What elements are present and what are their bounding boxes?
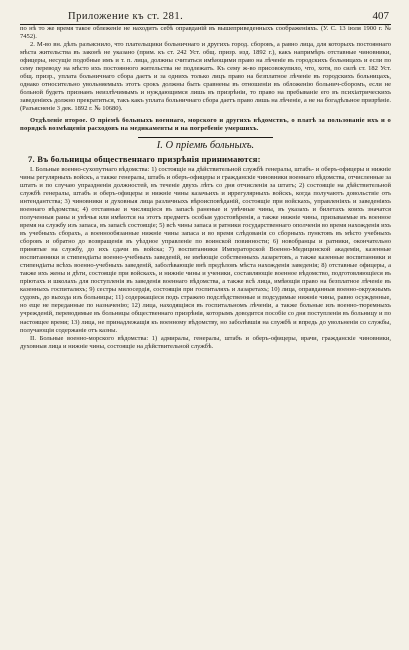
article-heading: 7. Въ больницы общественнаго призрѣнія принимаются: (28, 153, 261, 164)
article-text (20, 166, 391, 351)
chapter-title: I. О пріемѣ больныхъ. (156, 139, 255, 151)
continuation-paragraph: по нѣ то же время такое облеженіе не находитъ себѣ оправданій въ вышеприведенныхъ соображеніяхъ. (У. С. 13 іюля 1900 г. № 7452). (20, 25, 391, 41)
page-number: 407 (372, 10, 389, 22)
section-note: Отдѣленіе второе. О пріемѣ больныхъ военнаго, морского и другихъ вѣдомствъ, о платѣ за пользованіе ихъ и о порядкѣ возмѣщенія расходовъ на медикаменты и на погребеніе умершихъ. (20, 116, 391, 132)
upper-text (20, 25, 391, 133)
article-paragraph-2: II. Больные военно-морского вѣдомства: 1) адмиралы, генералы, штабъ и оберъ-офицеры, врачи, гражданскіе чиновники, духовныя лица и нижніе чины, состоящіе на дѣйствительной службѣ. (20, 334, 391, 350)
divider-rule (138, 137, 273, 138)
paragraph-2: 2. М-во вн. дѣлъ разъяснило, что плательщики больничнаго и другихъ город. сборовъ, а равно лица, для которыхъ постояннаго мѣста жительства въ законѣ не указано (прим. къ ст. 242 Уст. общ. призр. изд. 1892 г.), какъ напримѣръ отставные чиновники, офицеры, несущіе подобные имъ и т. п. лица, должны считаться имѣющими право на лѣченіе въ городскихъ больницахъ и если по сему переводу на мѣсто ихъ постоянного жительства не подлежатъ. Къ сему ж-во присовокупило, что, хотя, по силѣ ст. 182 Уст. общ. призр., уплата больничнаго сбора даетъ и за однихъ только лицъ право на безплатное лѣченіе въ городскихъ больницахъ, однако относительно увольняемыхъ этотъ срокъ должны быть сравнены въ отношеніи въ обложенію больнич-сборомъ, если не больной будетъ признанъ неизлѣчимымъ и нуждающимся лишь въ призрѣніи, то право на пребываніе его въ психіатрическихъ заведеніяхъ должно прекратиться, такъ какъ уплата больничнаго сбора даетъ право лишь на лѣченіе, а не на богадѣльное призрѣніе. (Разъясненіе 3 дек. 1892 г. № 10680). (20, 41, 391, 113)
header-title: Приложение къ ст. 281. (68, 11, 184, 22)
running-header (20, 10, 391, 25)
article-paragraph-1: I. Больные военно-сухопутнаго вѣдомства: 1) состоящіе на дѣйствительной службѣ генералы, штабъ- и оберъ-офицеры и нижніе чины регулярныхъ войскъ, а также генералы, штабъ и оберъ-офицеры и гражданскіе чиновники военнаго вѣдомства, отчисленные за штатъ и по случаю упраздненія должностей, въ теченіе двухъ лѣтъ со дня отчисленія за штатъ; 2) состоящіе на дѣйствительной службѣ генералы, штабъ и оберъ-офицеры и нижніе чины казачьихъ и иррегулярныхъ войскъ, когда получаютъ довольствіе отъ интендантства; 3) чиновники и духовныя лица различныхъ вѣроисповѣданій, состоящіе при войскахъ, управленіяхъ и заведеніяхъ военнаго вѣдомства; 4) отставные и числящіеся въ запасѣ раненые и увѣчные чины, въ указахъ и билетахъ коихъ значатся полученныя раны и увѣчья или имѣются на этотъ предметъ особыя удостовѣренія, а также нижніе чины, призываемые въ военное время на службу изъ запаса, въ запасѣ состоящіе; 5) всѣ чины запаса и ратники государственнаго ополченія во время нахожденія ихъ въ учебныхъ сборахъ, а военнообязанные нижніе чины запаса и во время слѣдованія со сборныхъ пунктовъ въ мѣсто учебныхъ сборовъ и обратно до возвращенія въ уѣздное управленіе по воинской повинности; 6) новобранцы и ратники, окончательно принятые на службу, до ихъ сдачи въ войска; 7) воспитанники Императорской Военно-Медицинской академіи, казенные воспитанники и стипендіаты военно-учебныхъ заведеній, не имѣющіе собственныхъ лазаретовъ, а также казенные воспитанники и стипендіаты всѣхъ военно-учебныхъ заведеній, заболѣвающіе внѣ предѣловъ мѣста нахожденія заведенія; 8) отставные офицеры, а также ихъ жены и дѣти, состоящіе при войскахъ, и нижніе чины и ученики, составляющіе военное вѣдомство, подготовляющіеся въ пріютахъ и школахъ для поступленія въ заведенія военнаго вѣдомства, а также всѣ лица, имѣющія право на безплатное лѣченіе въ казенныхъ госпиталяхъ; 9) сестры милосердія, состоящія при госпиталяхъ и лазаретахъ; 10) лица, оправданныя военно-окружнымъ судомъ, до выхода изъ больницы; 11) содержащіеся подъ стражею подслѣдственные и подсудимые нижніе чины, равно осужденные, но еще не переданные по назначенію; 12) лица, находящіяся въ госпитальномъ лѣченіи, а также больные изъ военно-тюремныхъ учрежденій, переводимые въ больницы общественнаго призрѣнія, которымъ доводится пособіе со дня поступленія въ больницу и по настоящее время; 13) лица, не принадлежащія къ военному вѣдомству, но заболѣвшія на службѣ и впредь до увольненія со службы, получающія содержаніе отъ казны. (20, 165, 391, 334)
